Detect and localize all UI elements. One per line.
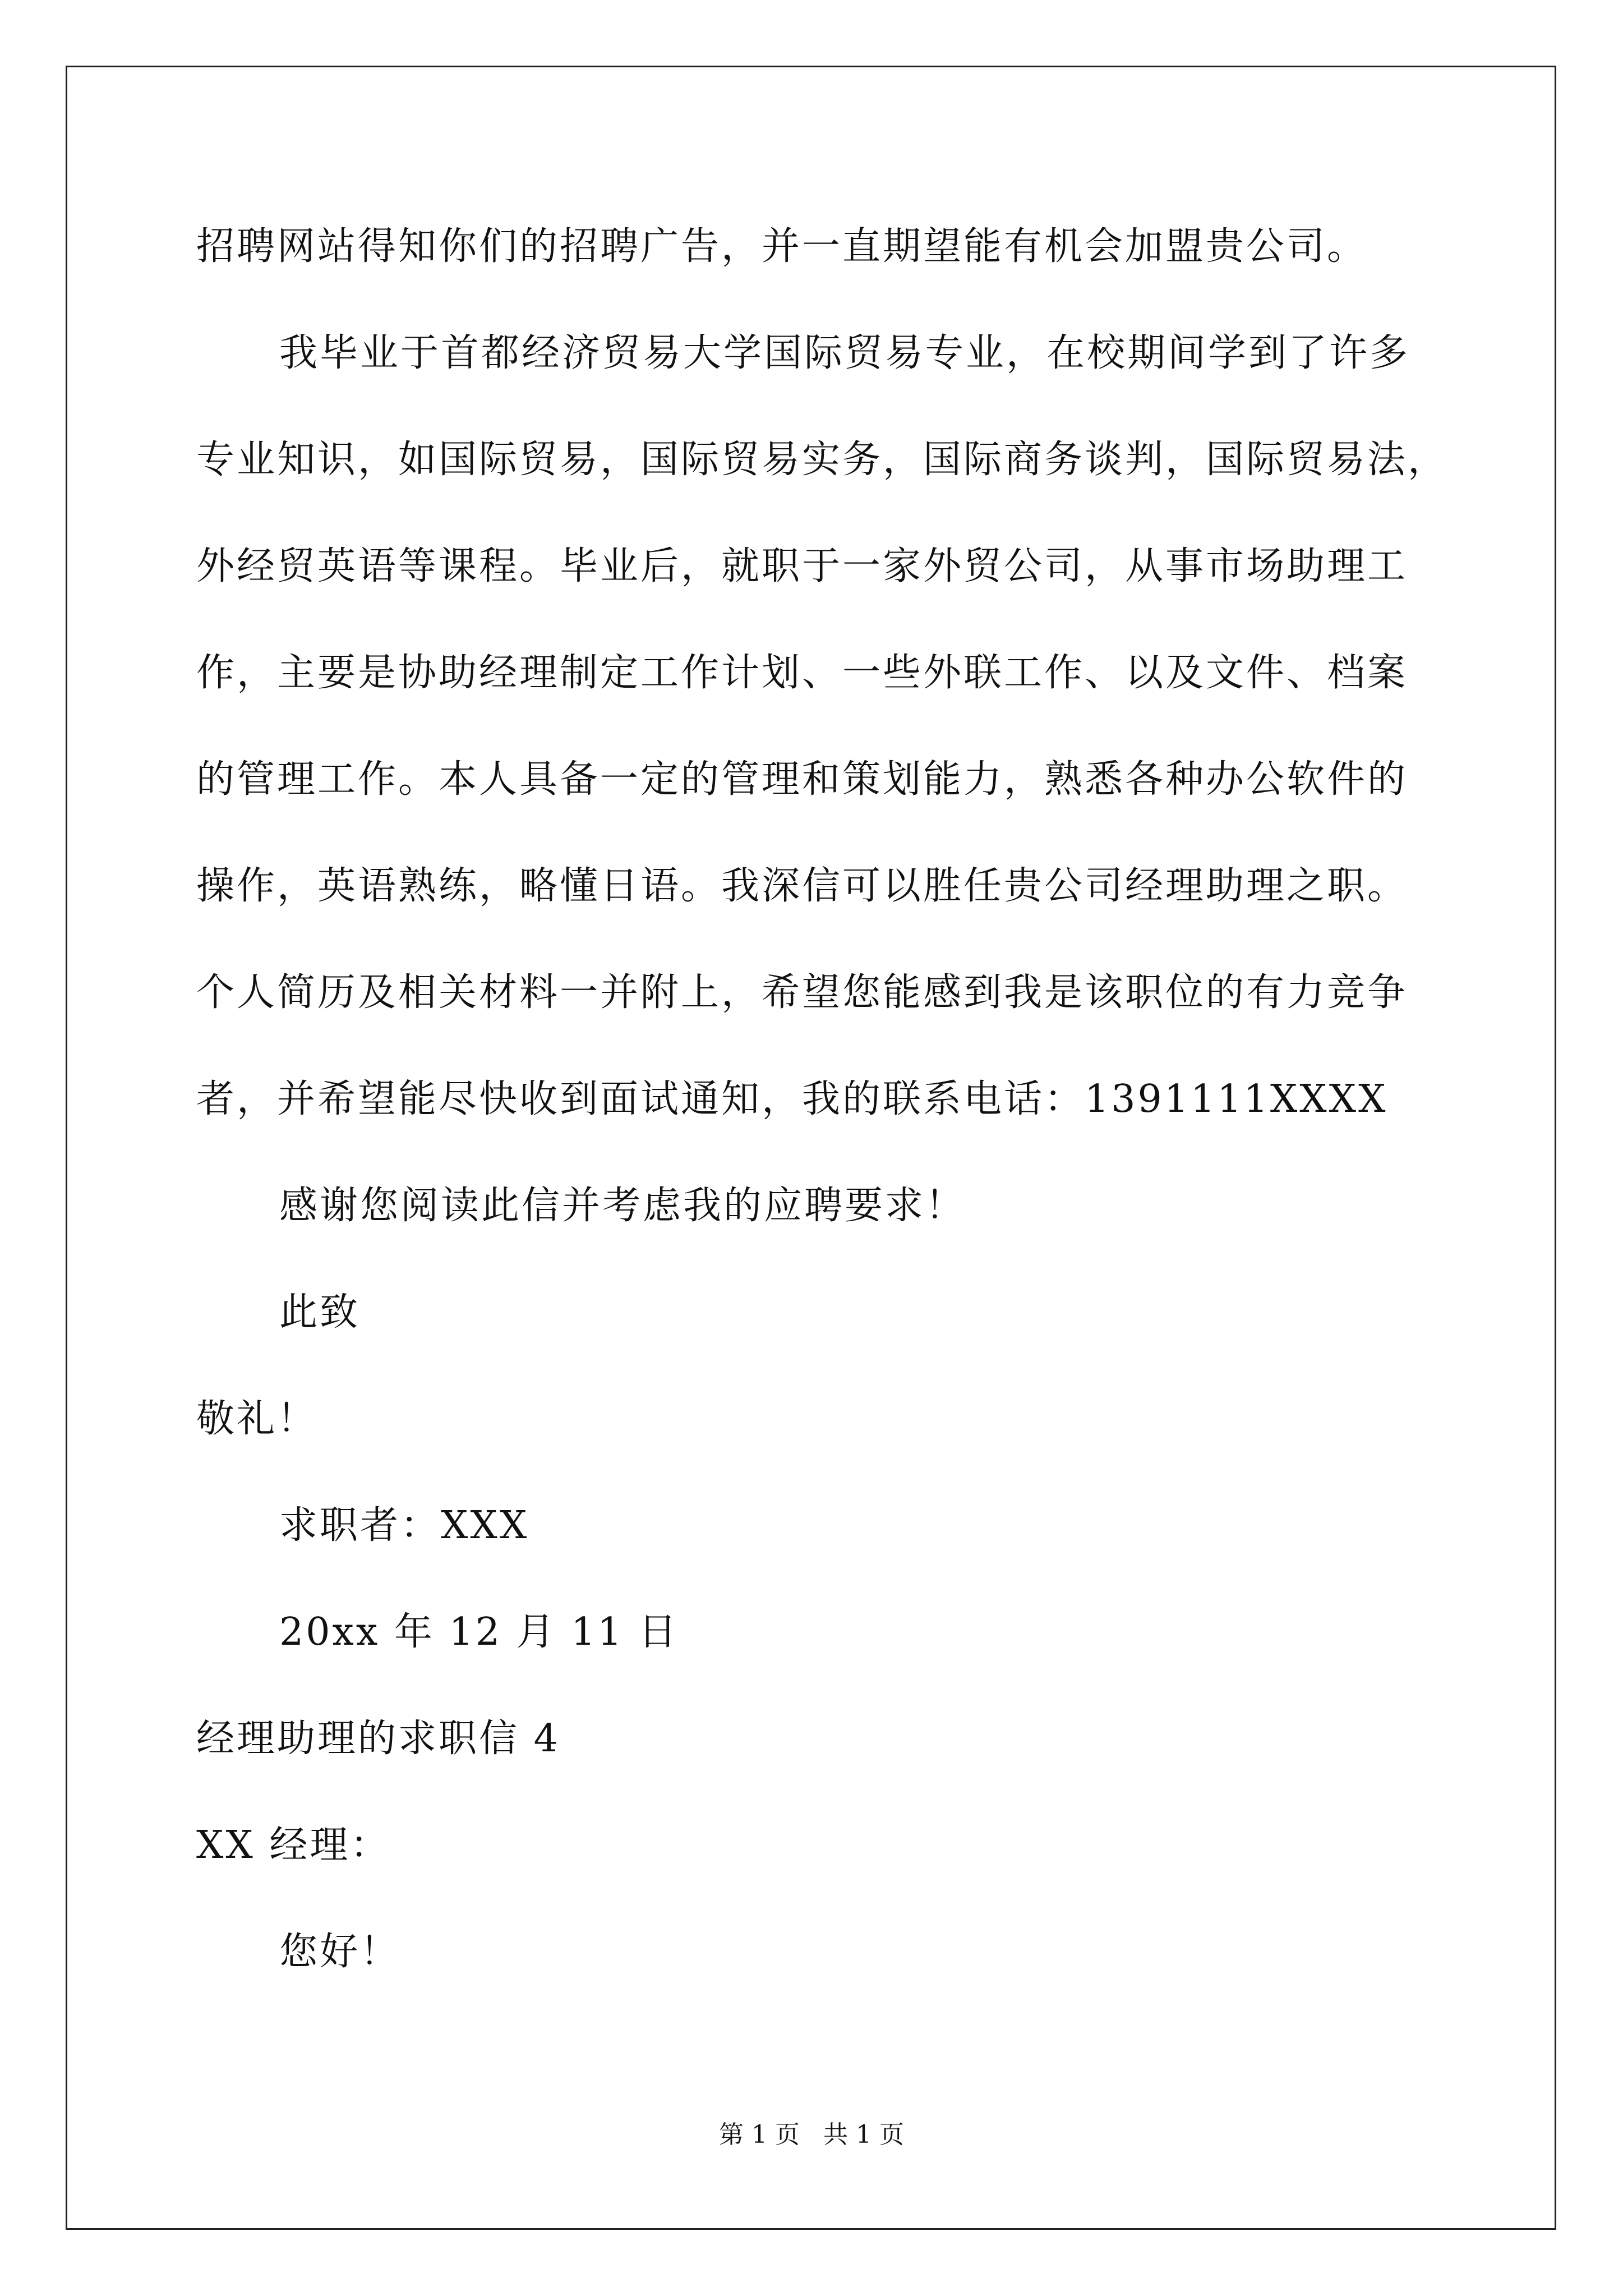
signature-line: 求职者：XXX — [279, 1503, 529, 1548]
text-line: 作，主要是协助经理制定工作计划、一些外联工作、以及文件、档案 — [196, 651, 1408, 695]
text-line: 个人简历及相关材料一并附上，希望您能感到我是该职位的有力竞争 — [196, 970, 1408, 1015]
text-line: 的管理工作。本人具备一定的管理和策划能力，熟悉各种办公软件的 — [196, 757, 1408, 802]
text-line: 外经贸英语等课程。毕业后，就职于一家外贸公司，从事市场助理工 — [196, 544, 1408, 588]
phone-line: 者，并希望能尽快收到面试通知，我的联系电话：1391111XXXX — [196, 1077, 1388, 1121]
greeting-line: 您好！ — [279, 1930, 401, 1974]
text-line: 操作，英语熟练，略懂日语。我深信可以胜任贵公司经理助理之职。 — [196, 864, 1408, 908]
page-number: 第 1 页 共 1 页 — [719, 2120, 904, 2149]
salutation-line: 敬礼！ — [196, 1397, 318, 1441]
page-border — [66, 66, 1556, 2230]
text-line: 专业知识，如国际贸易，国际贸易实务，国际商务谈判，国际贸易法， — [196, 438, 1449, 482]
thanks-line: 感谢您阅读此信并考虑我的应聘要求！ — [279, 1184, 966, 1228]
text-line: 我毕业于首都经济贸易大学国际贸易专业，在校期间学到了许多 — [279, 331, 1410, 375]
recipient-line: XX 经理： — [196, 1823, 391, 1867]
text-line: 招聘网站得知你们的招聘广告，并一直期望能有机会加盟贵公司。 — [196, 224, 1368, 269]
date-line: 20xx 年 12 月 11 日 — [279, 1610, 679, 1654]
section-heading: 经理助理的求职信 4 — [196, 1717, 560, 1761]
closing-line: 此致 — [279, 1290, 361, 1335]
